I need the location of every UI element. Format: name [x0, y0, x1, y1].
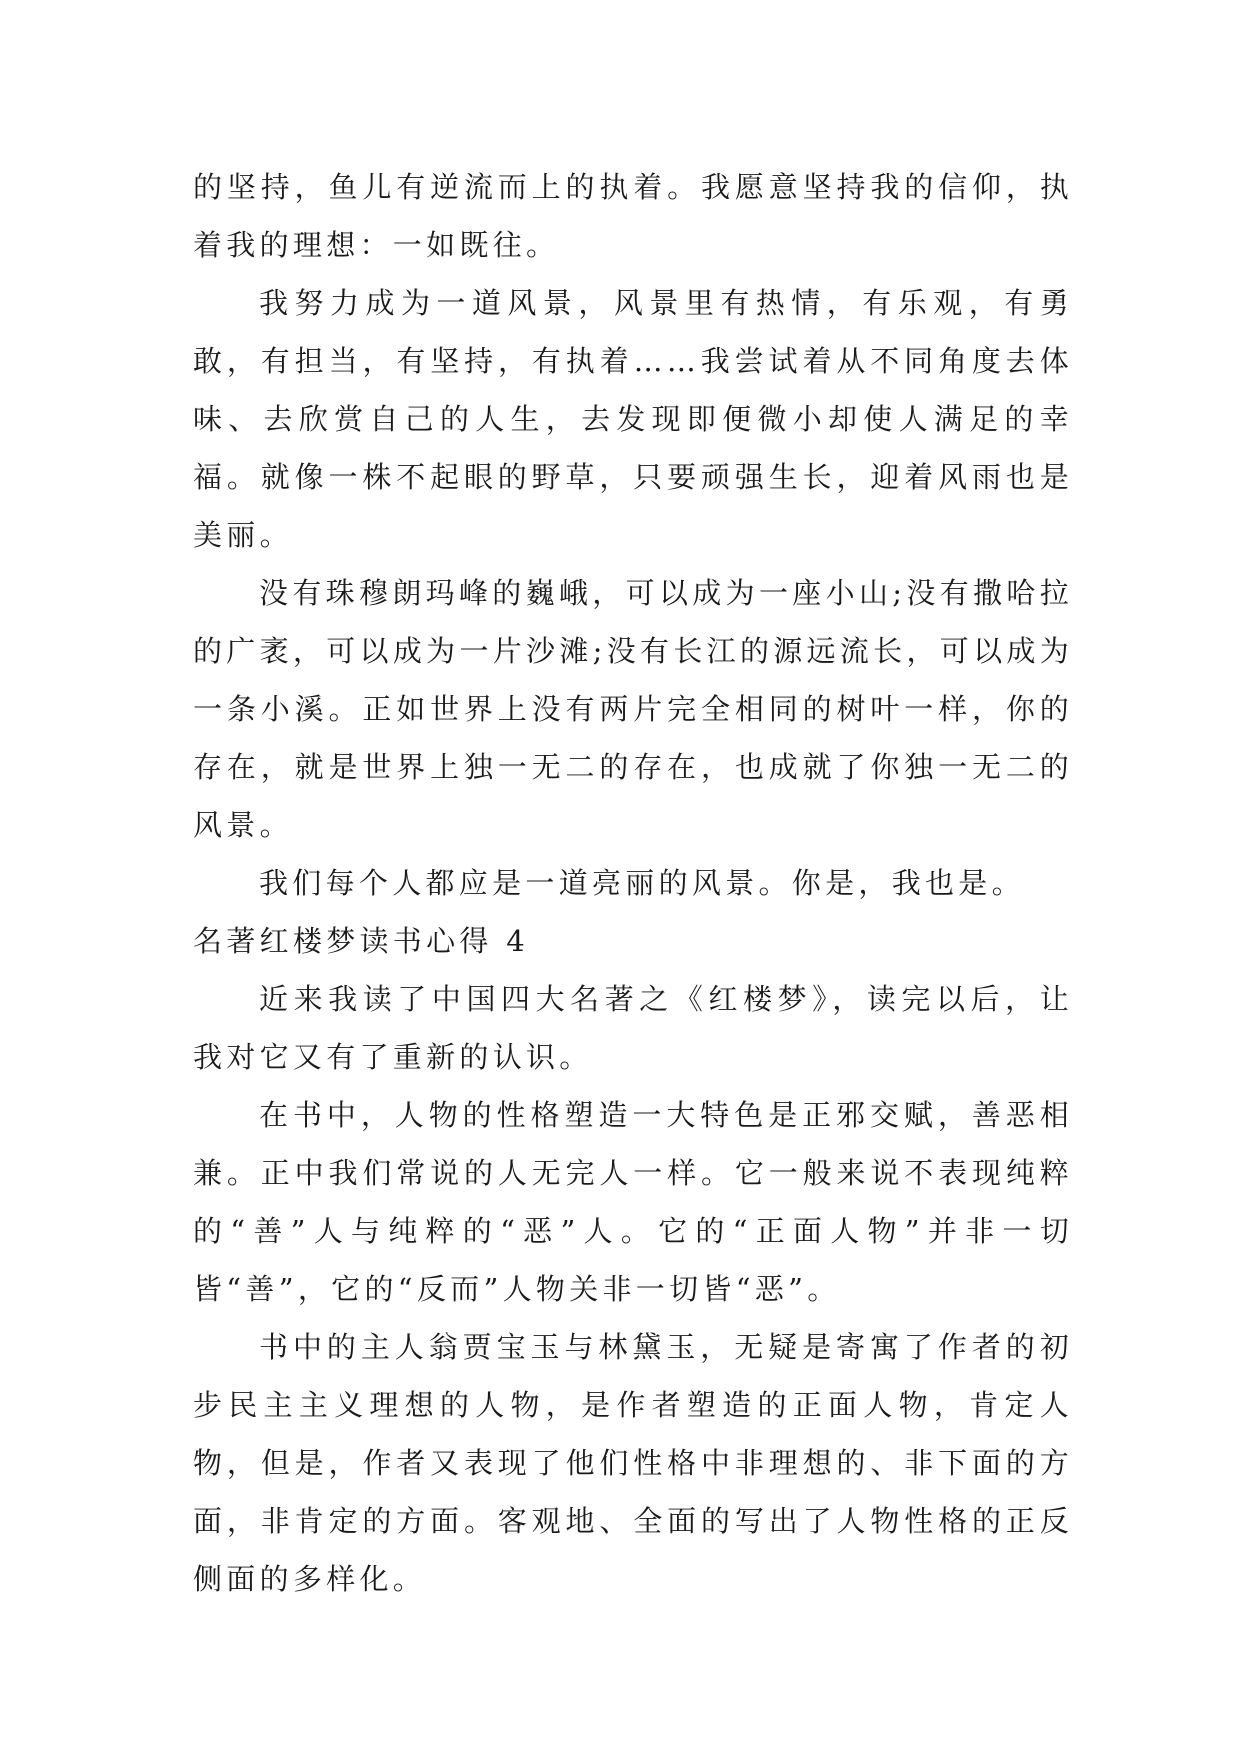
paragraph-scenery: 我努力成为一道风景，风景里有热情，有乐观，有勇敢，有担当，有坚持，有执着……我尝试着从不同角度去体味、去欣赏自己的人生，去发现即便微小却使人满足的幸福。就像一株不起眼的野草，只要顽强生长，迎着风雨也是美丽。 [193, 286, 1073, 552]
paragraph-character-traits: 在书中，人物的性格塑造一大特色是正邪交赋，善恶相兼。正中我们常说的人无完人一样。它一般来说不表现纯粹的“善”人与纯粹的“恶”人。它的“正面人物”并非一切皆“善”，它的“反而”人物关非一切皆“恶”。 [193, 1098, 1073, 1306]
paragraph-bright-scenery: 我们每个人都应是一道亮丽的风景。你是，我也是。 [259, 866, 1025, 900]
paragraph-intro: 近来我读了中国四大名著之《红楼梦》，读完以后，让我对它又有了重新的认识。 [193, 982, 1073, 1074]
paragraph-protagonists: 书中的主人翁贾宝玉与林黛玉，无疑是寄寓了作者的初步民主主义理想的人物，是作者塑造的正面人物，肯定人物，但是，作者又表现了他们性格中非理想的、非下面的方面，非肯定的方面。客观地、全面的写出了人物性格的正反侧面的多样化。 [193, 1330, 1073, 1596]
document-page [193, 158, 1073, 1608]
section-title: 名著红楼梦读书心得 4 [193, 924, 529, 958]
paragraph-continuation: 的坚持，鱼儿有逆流而上的执着。我愿意坚持我的信仰，执着我的理想：一如既往。 [193, 170, 1073, 262]
paragraph-unique-existence: 没有珠穆朗玛峰的巍峨，可以成为一座小山;没有撒哈拉的广袤，可以成为一片沙滩;没有长江的源远流长，可以成为一条小溪。正如世界上没有两片完全相同的树叶一样，你的存在，就是世界上独一无二的存在，也成就了你独一无二的风景。 [193, 576, 1073, 842]
